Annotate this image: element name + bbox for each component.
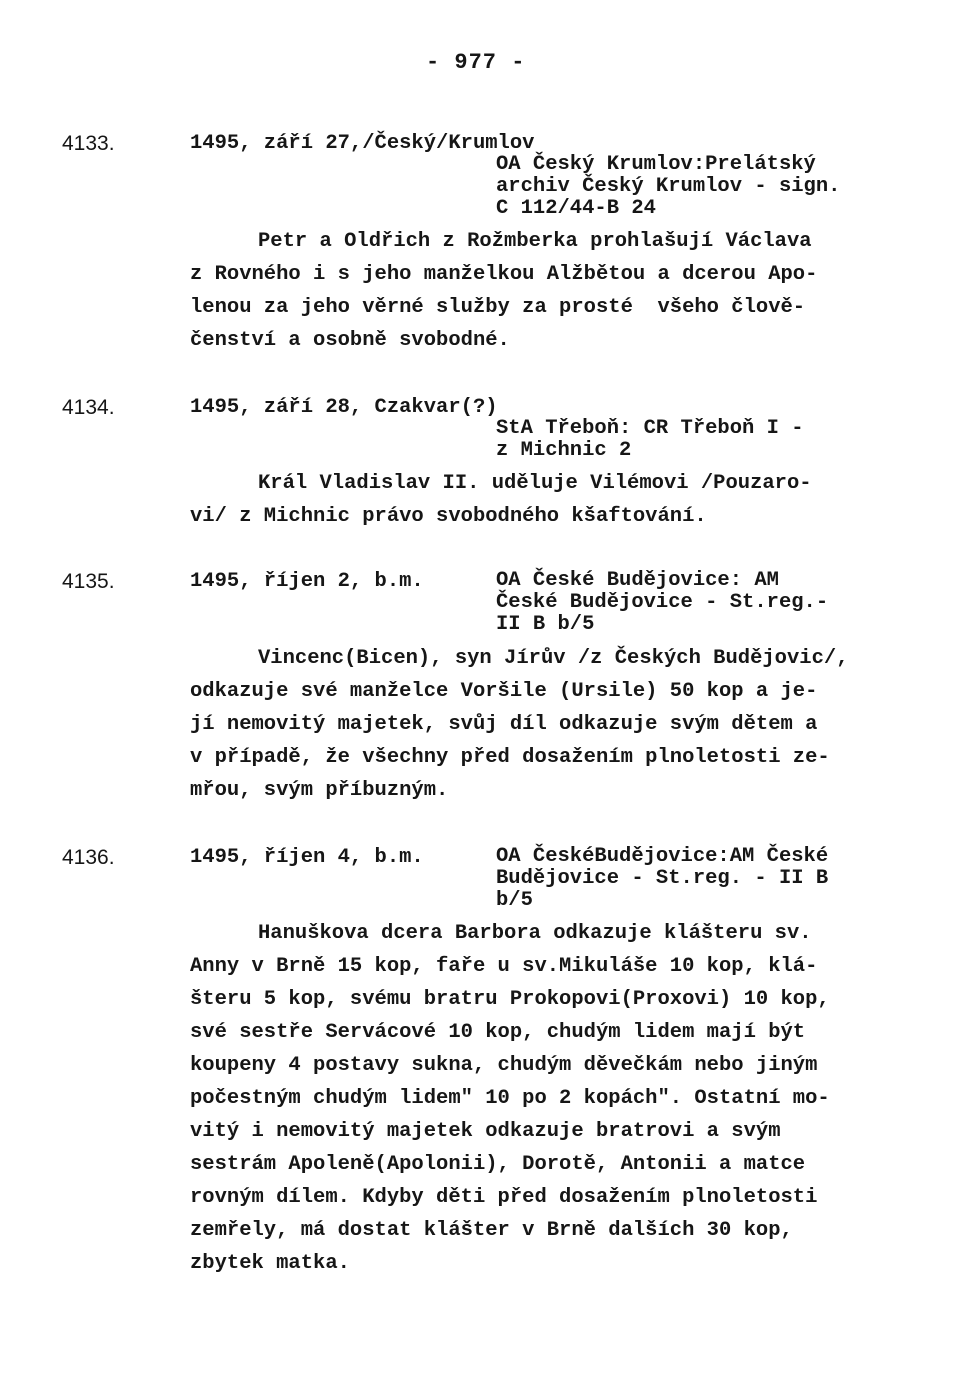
entry-text-line: vitý i nemovitý majetek odkazuje bratrovi a svým (190, 1120, 781, 1143)
entry-text-line: Hanuškova dcera Barbora odkazuje klášteru sv. (258, 922, 812, 945)
source-line: OA Český Krumlov:Prelátský (496, 153, 816, 176)
source-line: b/5 (496, 889, 533, 912)
entry-text-line: čenství a osobně svobodné. (190, 329, 510, 352)
entry-text-line: Anny v Brně 15 kop, faře u sv.Mikuláše 10 kop, klá- (190, 955, 818, 978)
source-line: archiv Český Krumlov - sign. (496, 175, 841, 198)
entry-text-line: rovným dílem. Kdyby děti před dosažením plnoletosti (190, 1186, 818, 1209)
entry-date: 1495, říjen 4, b.m. (190, 846, 424, 869)
entry-text-line: vi/ z Michnic právo svobodného kšaftování. (190, 505, 707, 528)
page-number: - 977 - (426, 50, 526, 75)
source-line: StA Třeboň: CR Třeboň I - (496, 417, 804, 440)
entry-text-line: Petr a Oldřich z Rožmberka prohlašují Václava (258, 230, 812, 253)
entry-date: 1495, říjen 2, b.m. (190, 570, 424, 593)
entry-source (496, 154, 840, 220)
source-line: Budějovice - St.reg. - II B (496, 867, 829, 890)
entry-date: 1495, září 28, Czakvar(?) (190, 396, 498, 419)
entry-number: 4133. (62, 132, 115, 155)
entry-text-line: odkazuje své manželce Voršile (Ursile) 50 kop a je- (190, 680, 818, 703)
entry-number: 4135. (62, 570, 115, 593)
entry-text-line: počestným chudým lidem" 10 po 2 kopách". Ostatní mo- (190, 1087, 830, 1110)
entry-source (496, 418, 804, 462)
source-line: z Michnic 2 (496, 439, 632, 462)
entry-text-line: koupeny 4 postavy sukna, chudým děvečkám nebo jiným (190, 1054, 818, 1077)
entry-text-line: sestrám Apoleně(Apolonii), Dorotě, Antonii a matce (190, 1153, 806, 1176)
source-line: II B b/5 (496, 613, 595, 636)
source-line: C 112/44-B 24 (496, 197, 656, 220)
entry-date: 1495, září 27,/Český/Krumlov (190, 132, 535, 155)
entry-number: 4134. (62, 396, 115, 419)
entry-text-line: v případě, že všechny před dosažením plnoletosti ze- (190, 746, 830, 769)
entry-text-line: Vincenc(Bicen), syn Jírův /z Českých Budějovic/, (258, 647, 849, 670)
source-line: OA ČeskéBudějovice:AM České (496, 845, 829, 868)
entry-text-line: Král Vladislav II. uděluje Vilémovi /Pouzaro- (258, 472, 812, 495)
entry-text-line: své sestře Servácové 10 kop, chudým lidem mají být (190, 1021, 806, 1044)
source-line: OA České Budějovice: AM (496, 569, 779, 592)
entry-text-line: zbytek matka. (190, 1252, 350, 1275)
entry-text-line: šteru 5 kop, svému bratru Prokopovi(Proxovi) 10 kop, (190, 988, 830, 1011)
entry-source (496, 570, 828, 636)
entry-text-line: zemřely, má dostat klášter v Brně dalších 30 kop, (190, 1219, 793, 1242)
entry-text-line: z Rovného i s jeho manželkou Alžbětou a dcerou Apo- (190, 263, 818, 286)
entry-number: 4136. (62, 846, 115, 869)
entry-source (496, 846, 828, 912)
entry-text-line: jí nemovitý majetek, svůj díl odkazuje svým dětem a (190, 713, 818, 736)
entry-text-line: lenou za jeho věrné služby za prosté všeho člově- (190, 296, 806, 319)
source-line: České Budějovice - St.reg.- (496, 591, 829, 614)
entry-text-line: mřou, svým příbuzným. (190, 779, 449, 802)
